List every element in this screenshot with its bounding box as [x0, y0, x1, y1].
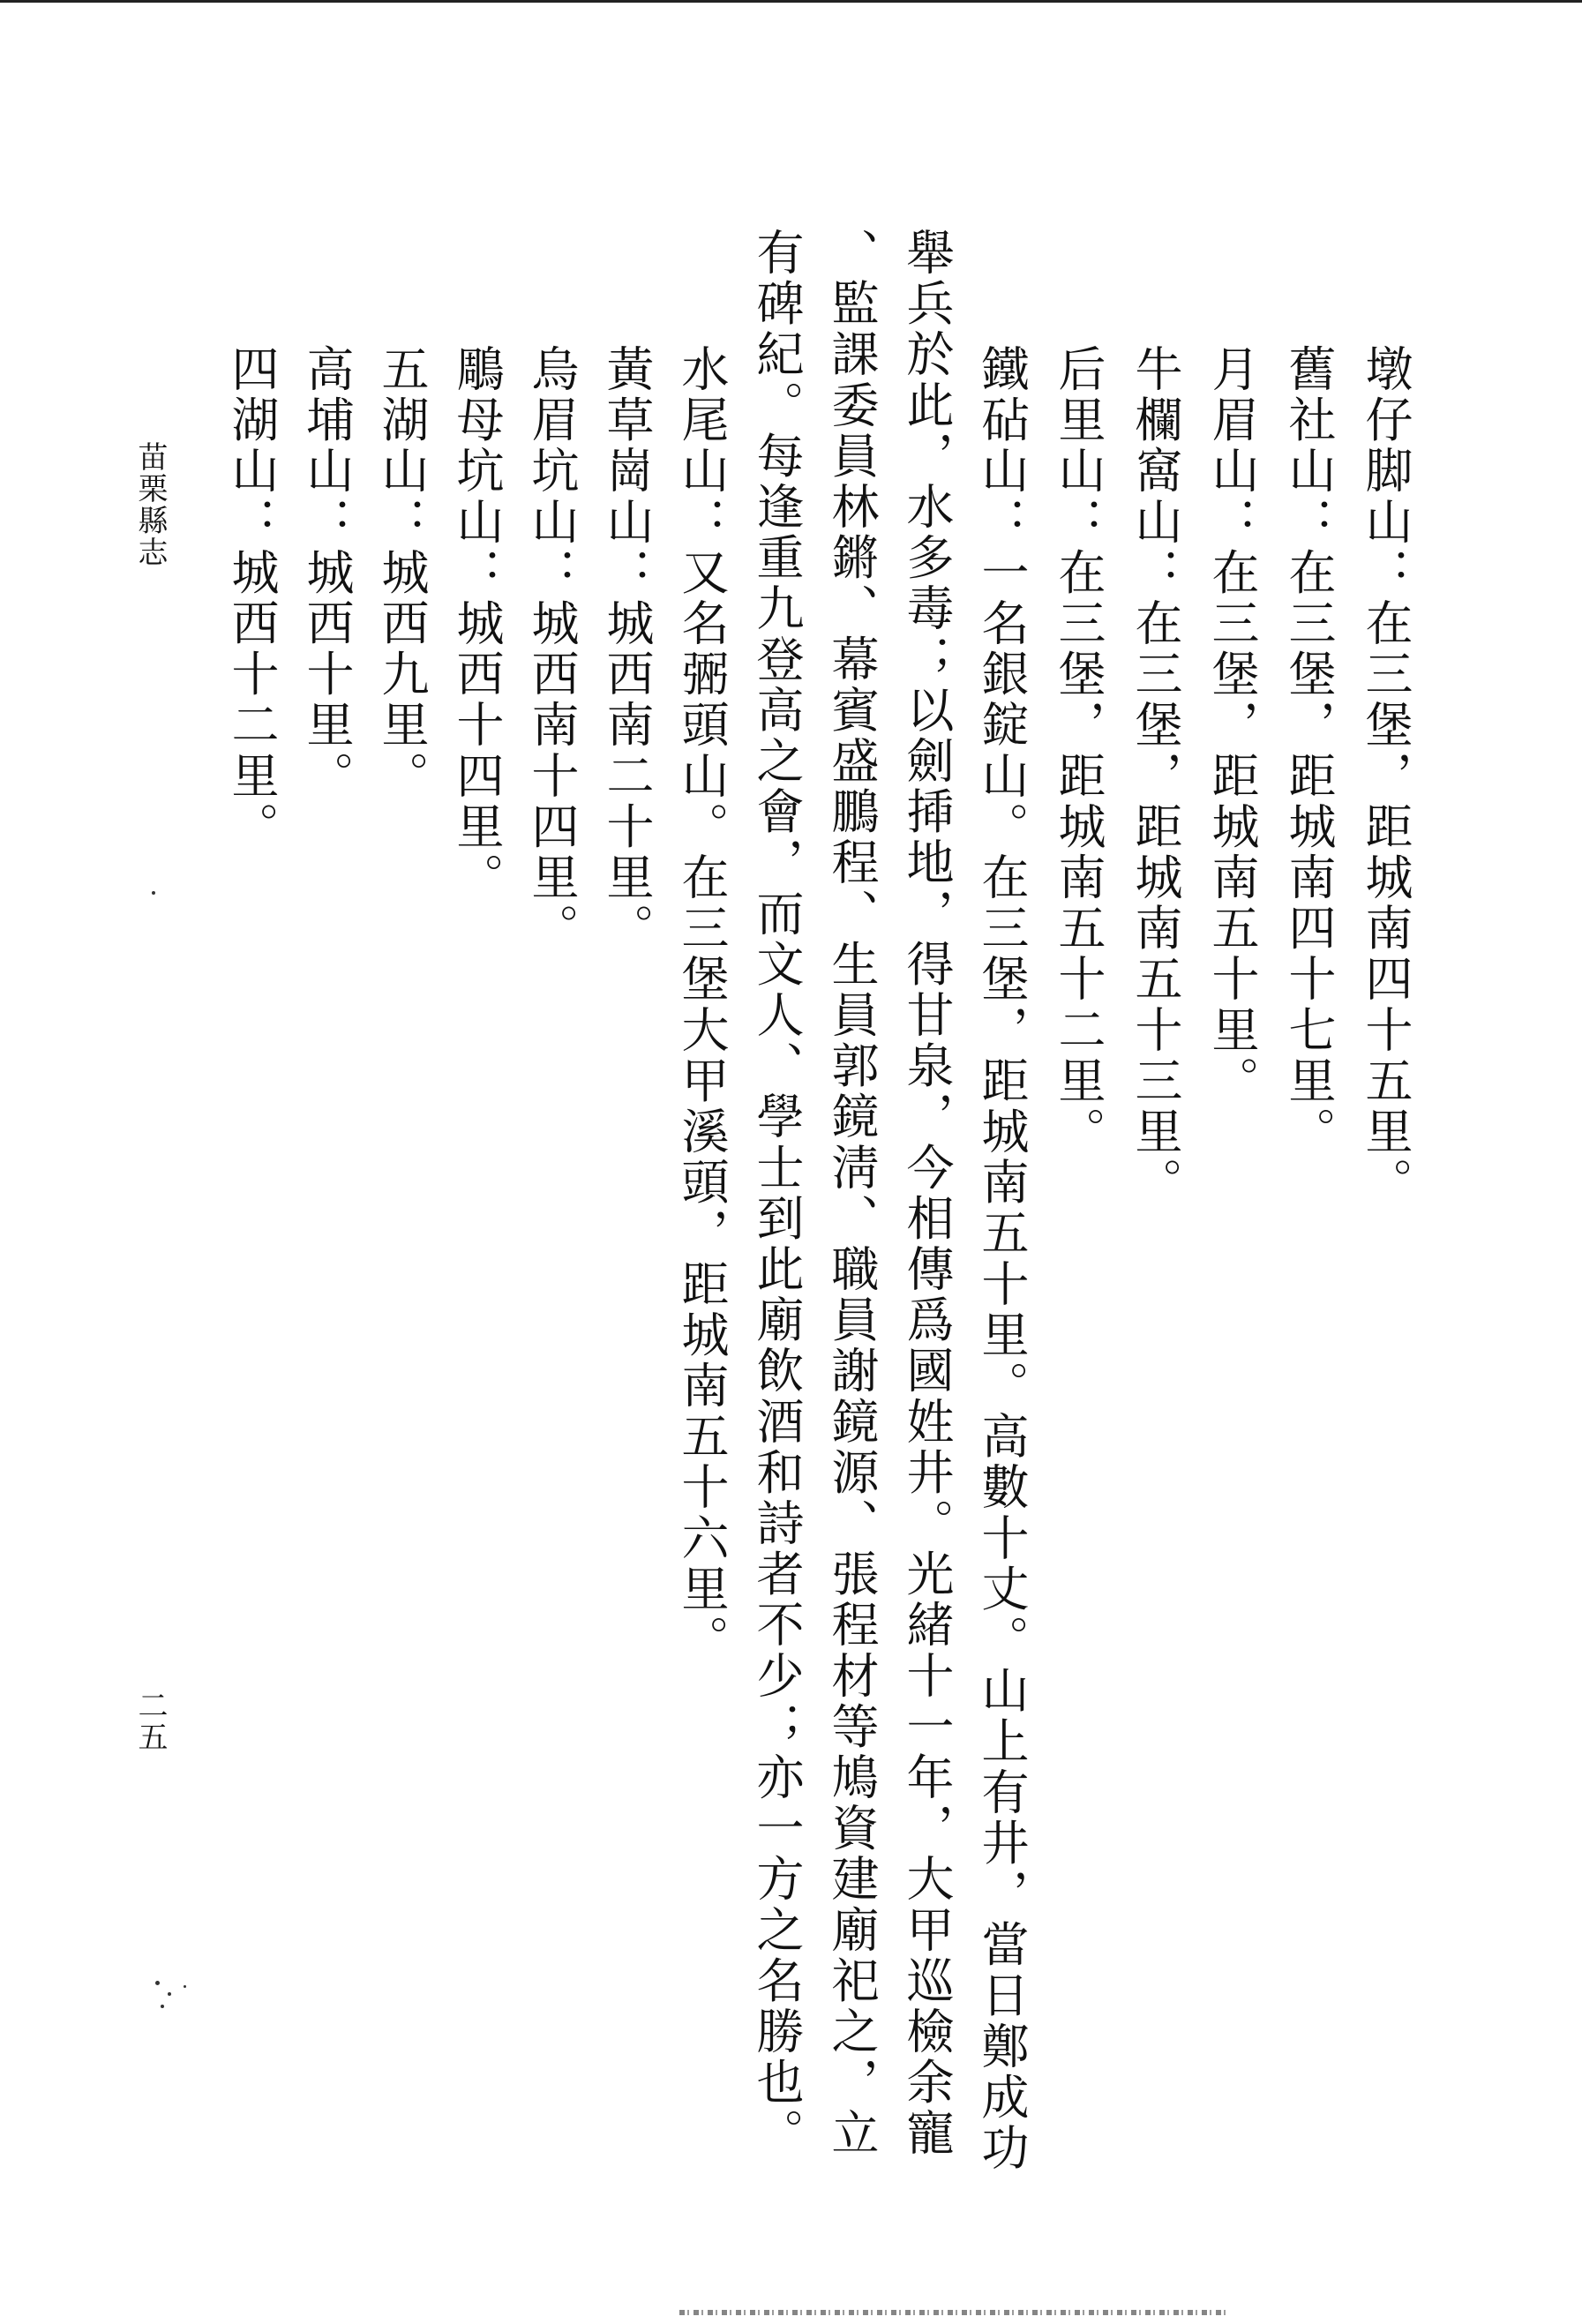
scan-speck: [155, 1981, 160, 1985]
entry-diaomukeng-mountain: 鵰母坑山：城西十四里。: [449, 344, 505, 903]
text-column-continuation-1: 舉兵於此，水多毒；以劍揷地，得甘泉，今相傳爲國姓井。光緒十一年，大甲巡檢余寵: [899, 228, 955, 2159]
book-title: 苗栗縣志: [132, 441, 168, 568]
scan-noise-strip: [679, 2310, 1226, 2315]
text-column-continuation-2: 、監課委員林鏘、幕賓盛鵬程、生員郭鏡淸、職員謝鏡源、張程材等鳩資建廟祀之，立: [824, 228, 880, 2159]
entry-dunzaijiao-mountain: 墩仔脚山：在三堡，距城南四十五里。: [1358, 344, 1413, 1209]
entry-houli-mountain: 后里山：在三堡，距城南五十二里。: [1051, 344, 1106, 1158]
scan-speck: [168, 1992, 171, 1996]
page-number: 二五: [132, 1690, 168, 1753]
text-column-continuation-3: 有碑紀。每逢重九登高之會，而文人、學士到此廟飲酒和詩者不少；亦一方之名勝也。: [749, 228, 805, 2159]
scan-speck: [184, 1985, 186, 1988]
entry-jiushe-mountain: 舊社山：在三堡，距城南四十七里。: [1281, 344, 1337, 1158]
entry-huangcaogang-mountain: 黃草崗山：城西南二十里。: [599, 344, 655, 955]
entry-wumeikeng-mountain: 烏眉坑山：城西南十四里。: [524, 344, 580, 955]
entry-niulanwo-mountain: 牛欄窩山：在三堡，距城南五十三里。: [1128, 344, 1183, 1209]
entry-wuhu-mountain: 五湖山：城西九里。: [374, 344, 430, 802]
entry-tiezhen-mountain-visible: 鐵砧山：一名銀錠山。在三堡，距城南五十里。高數十丈。山上有井，當日鄭成功: [974, 344, 1030, 2174]
entry-shuiwei-mountain: 水尾山：又名弻頭山。在三堡大甲溪頭，距城南五十六里。: [674, 344, 730, 1666]
entry-yuemei-mountain: 月眉山：在三堡，距城南五十里。: [1204, 344, 1260, 1106]
entry-gaopu-mountain: 高埔山：城西十里。: [299, 344, 355, 802]
scan-speck: [161, 2005, 164, 2008]
scan-speck: [152, 891, 155, 895]
top-border-rule: [0, 0, 1582, 3]
entry-sihu-mountain: 四湖山：城西十二里。: [224, 344, 280, 852]
